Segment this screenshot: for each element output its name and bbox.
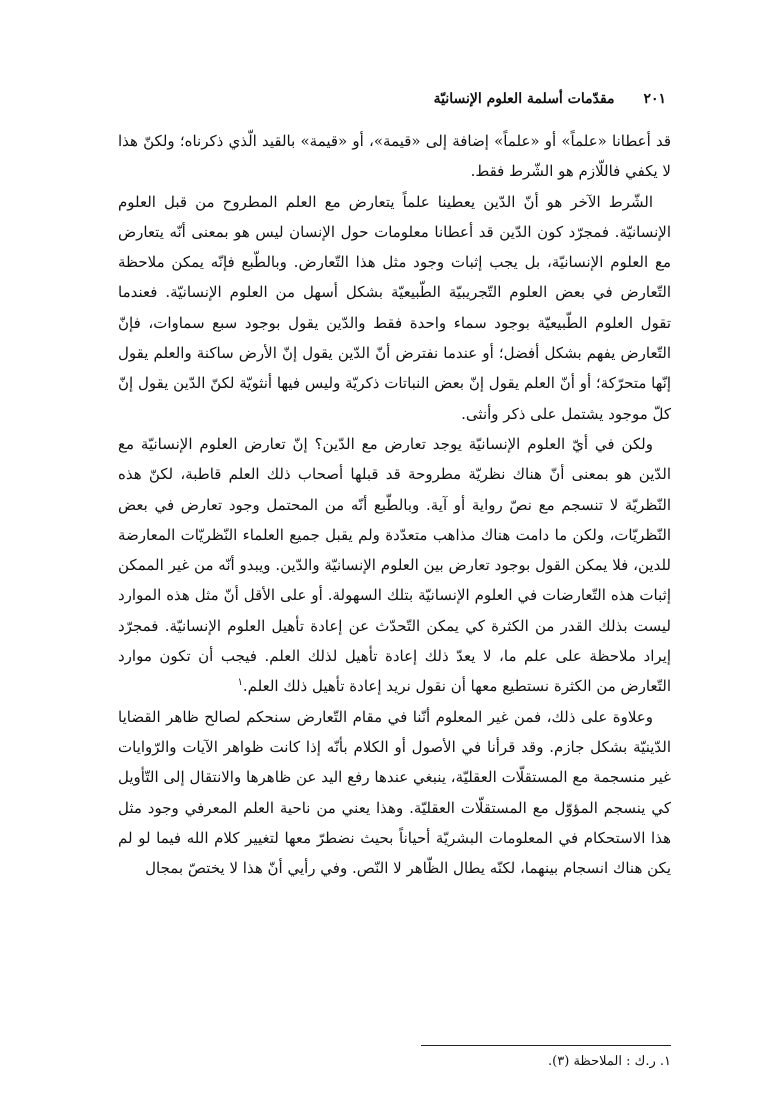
footnote: ١. ر.ك : الملاحظة (٣). [548, 1054, 671, 1069]
paragraph-2: الشّرط الآخر هو أنّ الدّين يعطينا علماً يتعارض مع العلم المطروح من قبل العلوم الإنسانيّة. فمجرّد كون الدّين قد أعطانا معلومات حول الإنسان ليس هو بمعنى أنّه يتعارض مع العلوم الإنسانيّة، بل يجب إثبات وجود مثل هذا التّعارض. وبالطّبع فإنّه يمكن ملاحظة التّعارض في بعض العلوم التّجريبيّة الطّبيعيّة بشكل أسهل من العلوم الإنسانيّة. فعندما تقول العلوم الطّبيعيّة بوجود سماء واحدة فقط والدّين يقول بوجود سبع سماوات، فإنّ التّعارض يفهم بشكل أفضل؛ أو عندما نفترض أنّ الدّين يقول إنّ الأرض ساكنة والعلم يقول إنّها متحرّكة؛ أو أنّ العلم يقول إنّ بعض النباتات ذكريّة وليس فيها أنثويّة لكنّ الدّين يقول إنّ كلّ موجود يشتمل على ذكر وأنثى. [118, 192, 671, 423]
footnote-marker: ١ [237, 677, 243, 689]
body-text [118, 126, 671, 883]
paragraph-3 [118, 429, 671, 702]
page-number: ٢٠١ [643, 91, 666, 107]
running-title: مقدّمات أسلمة العلوم الإنسانيّة [433, 91, 615, 107]
footnote-separator [421, 1045, 671, 1046]
paragraph-3-text: ولكن في أيّ العلوم الإنسانيّة يوجد تعارض مع الدّين؟ إنّ تعارض العلوم الإنسانيّة مع الدّين هو بمعنى أنّ هناك نظريّة مطروحة قد قبلها أصحاب ذلك العلم قاطبة، لكنّ هذه النّظريّة لا تنسجم مع نصّ رواية أو آية. وبالطّبع أنّه من المحتمل وجود تعارض في بعض النّظريّات، ولكن ما دامت هناك مذاهب متعدّدة ولم يقبل جميع العلماء النّظريّات المعارضة للدين، فلا يمكن القول بوجود تعارض بين العلوم الإنسانيّة والدّين. ويبدو أنّه من غير الممكن إثبات هذه التّعارضات في العلوم الإنسانيّة بتلك السهولة. أو على الأقل أنّ مثل هذه الموارد ليست بذلك القدر من الكثرة كي يمكن التّحدّث عن إعادة تأهيل العلوم الإنسانيّة. فمجرّد إيراد ملاحظة على علم ما، لا يعدّ ذلك إعادة تأهيل لذلك العلم. فيجب أن تكون موارد التّعارض من الكثرة نستطيع معها أن نقول نريد إعادة تأهيل ذلك العلم. [118, 434, 671, 696]
paragraph-1: قد أعطانا «علماً» أو «علماً» إضافة إلى «قيمة»، أو «قيمة» بالقيد الّذي ذكرناه؛ ولكنّ هذا لا يكفي فاللّازم هو الشّرط فقط. [118, 132, 671, 181]
running-header [116, 88, 666, 110]
paragraph-4: وعلاوة على ذلك، فمن غير المعلوم أنّنا في مقام التّعارض سنحكم لصالح ظاهر القضايا الدّينيّة بشكل جازم. وقد قرأنا في الأصول أو الكلام بأنّه إذا كانت ظواهر الآيات والرّوايات غير منسجمة مع المستقلّات العقليّة، ينبغي عندها رفع اليد عن ظاهرها والانتقال إلى التّأويل كي ينسجم المؤوّل مع المستقلّات العقليّة. وهذا يعني من ناحية العلم المعرفي وجود مثل هذا الاستحكام في المعلومات البشريّة أحياناً بحيث نضطرّ معها لتغيير كلام الله فيما لو لم يكن هناك انسجام بينهما، لكنّه يطال الظّاهر لا النّص. وفي رأيي أنّ هذا لا يختصّ بمجال [118, 707, 671, 878]
